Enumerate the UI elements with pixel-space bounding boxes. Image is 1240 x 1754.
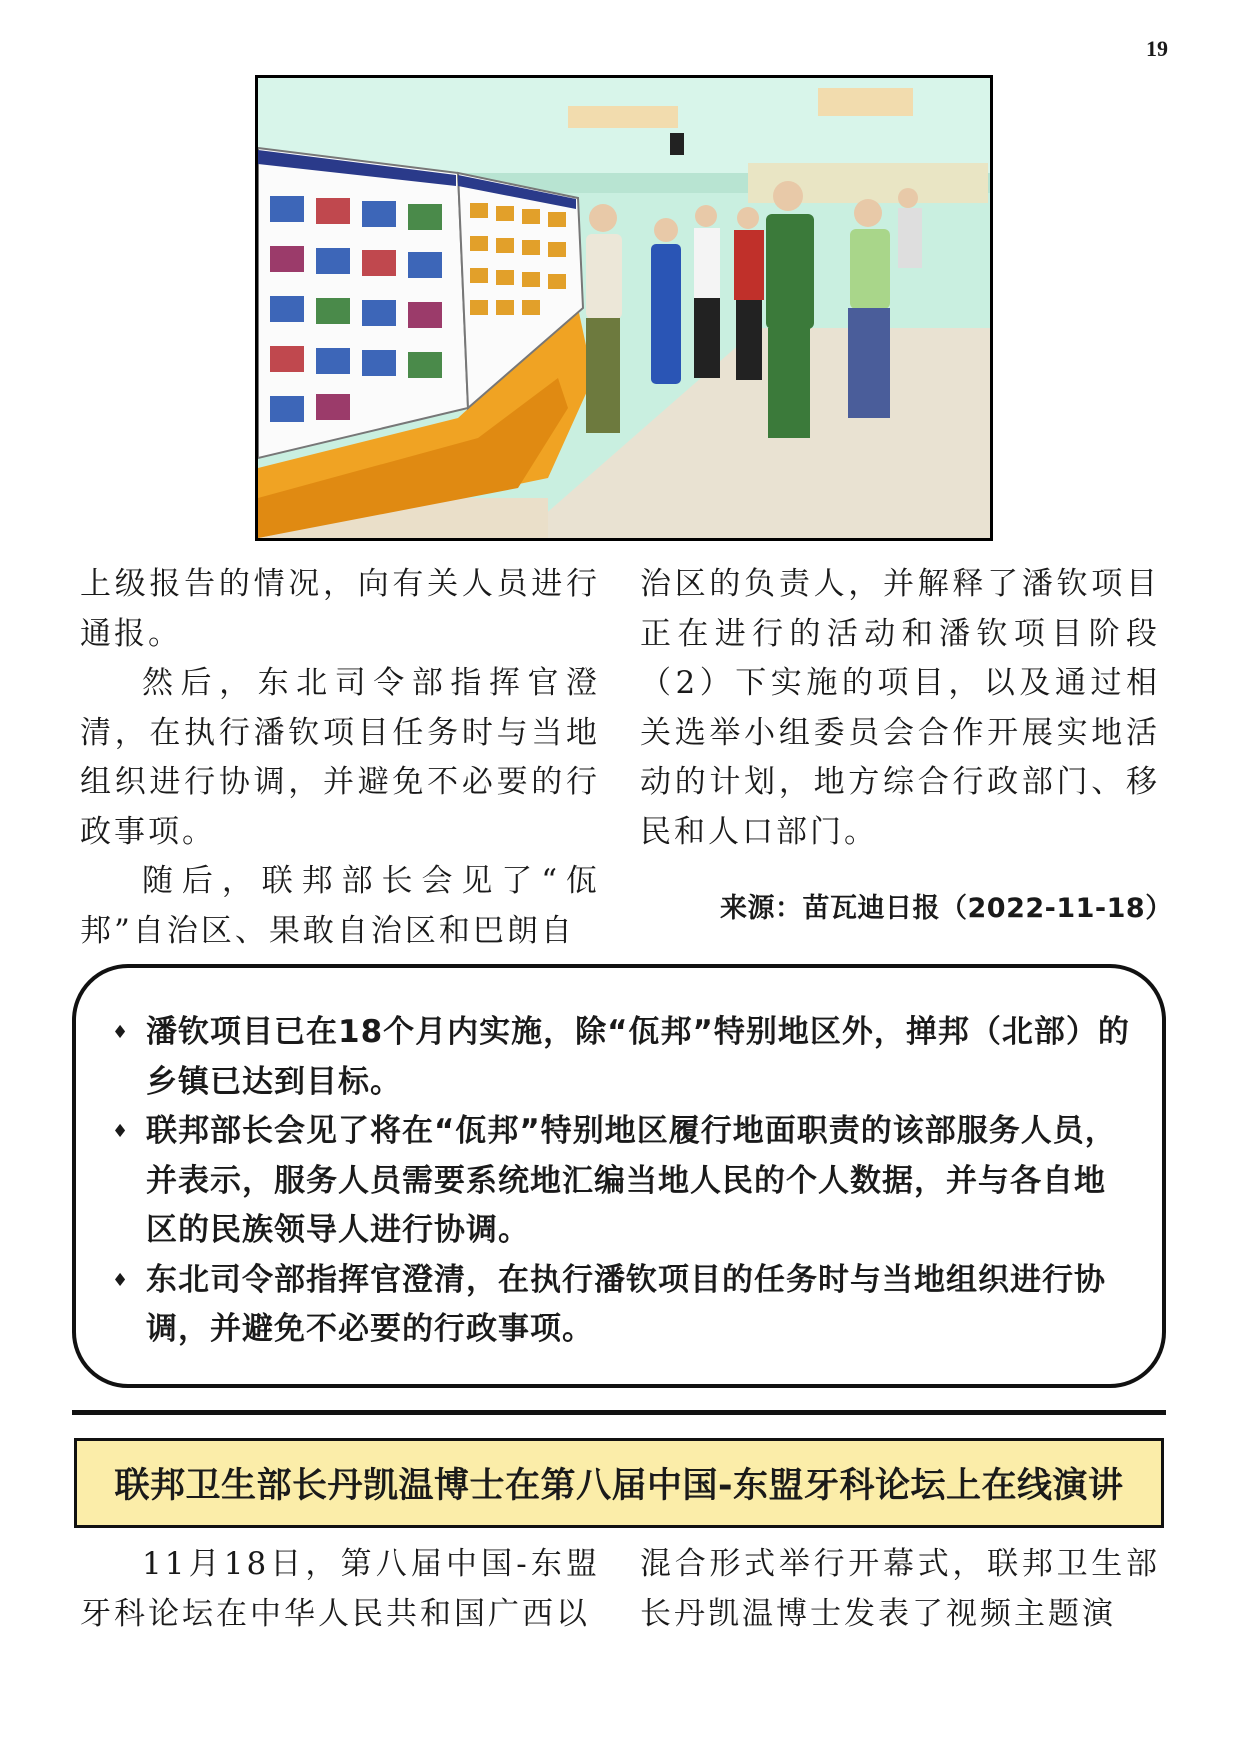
photo-exhibition-visit	[258, 78, 990, 538]
summary-item-text: 联邦部长会见了将在“佤邦”特别地区履行地面职责的该部服务人员，并表示，服务人员需要系统地汇编当地人民的个人数据，并与各自地区的民族领导人进行协调。	[146, 1113, 1117, 1248]
paragraph: 随后，联邦部长会见了“佤邦”自治区、果敢自治区和巴朗自	[80, 863, 600, 949]
paragraph: 上级报告的情况，向有关人员进行通报。	[80, 566, 600, 652]
section-divider	[72, 1410, 1166, 1415]
diamond-bullet-icon: ♦	[112, 1022, 130, 1043]
news-photo	[255, 75, 993, 541]
summary-item-text: 东北司令部指挥官澄清，在执行潘钦项目的任务时与当地组织进行协调，并避免不必要的行政事项。	[146, 1261, 1106, 1347]
paragraph: 然后，东北司令部指挥官澄清，在执行潘钦项目任务时与当地组织进行协调，并避免不必要的行政事项。	[80, 665, 600, 850]
diamond-bullet-icon: ♦	[112, 1121, 130, 1142]
source-credit: 来源：苗瓦迪日报（2022-11-18）	[720, 893, 1173, 924]
paragraph: 11月18日，第八届中国-东盟牙科论坛在中华人民共和国广西以	[80, 1546, 600, 1632]
diamond-bullet-icon: ♦	[112, 1269, 130, 1291]
paragraph: 治区的负责人，并解释了潘钦项目正在进行的活动和潘钦项目阶段（2）下实施的项目，以及通过相关选举小组委员会合作开展实地活动的计划，地方综合行政部门、移民和人口部门。	[640, 566, 1160, 850]
article1-left-column	[80, 560, 600, 956]
article2-left-column	[80, 1540, 600, 1639]
paragraph: 混合形式举行开幕式，联邦卫生部长丹凯温博士发表了视频主题演	[640, 1546, 1160, 1632]
article2-headline-box	[74, 1438, 1164, 1528]
summary-item	[112, 1256, 1132, 1355]
page-number: 19	[1146, 36, 1168, 61]
summary-item	[112, 1008, 1132, 1107]
article2-headline: 联邦卫生部长丹凯温博士在第八届中国-东盟牙科论坛上在线演讲	[114, 1466, 1124, 1506]
summary-box	[72, 964, 1166, 1388]
summary-item-text: 潘钦项目已在18个月内实施，除“佤邦”特别地区外，掸邦（北部）的乡镇已达到目标。	[146, 1014, 1130, 1100]
article2-right-column	[640, 1540, 1160, 1639]
article1-right-column	[640, 560, 1160, 857]
summary-item	[112, 1107, 1132, 1256]
